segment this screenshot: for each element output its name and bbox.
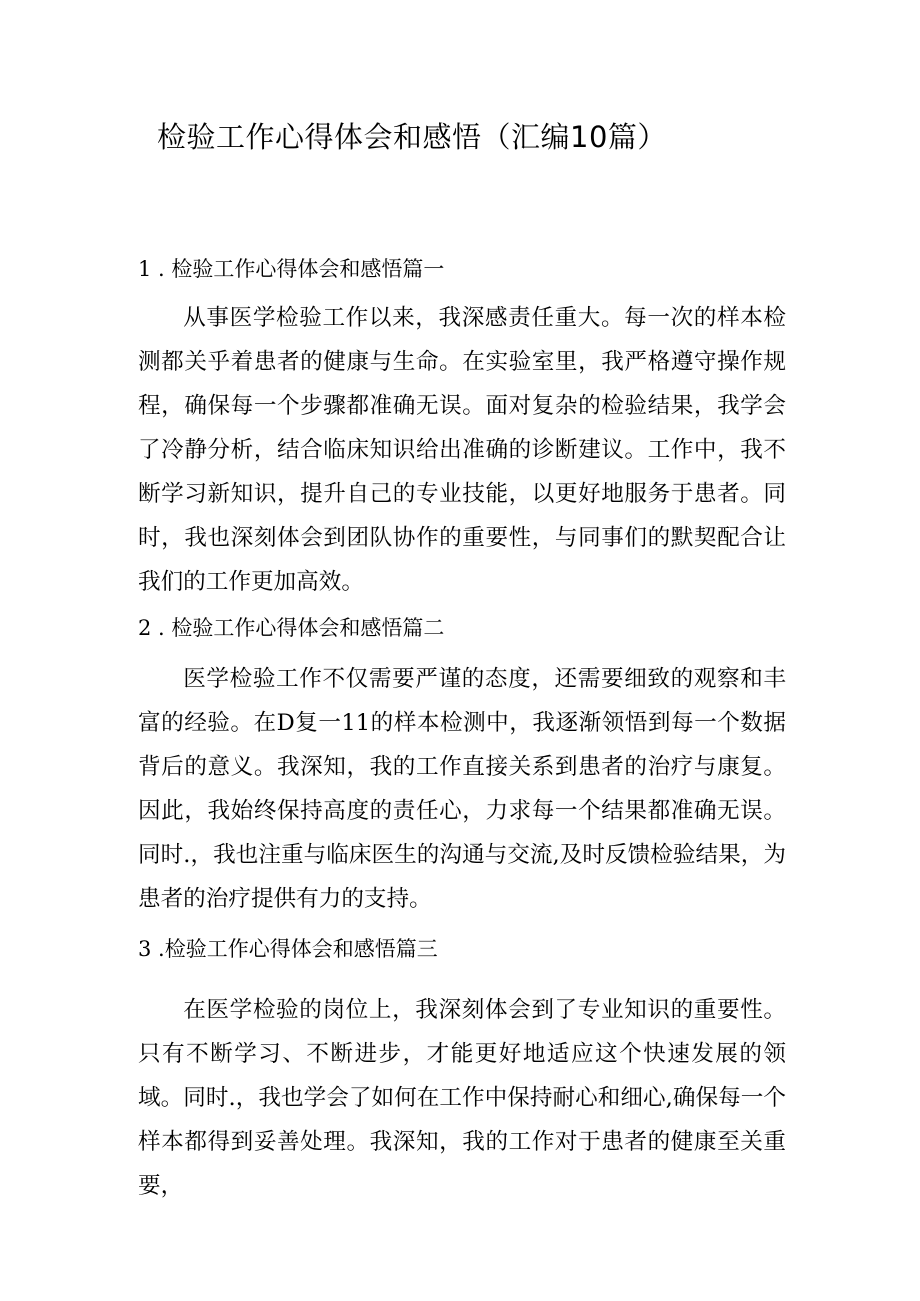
section-heading-2: 2 . 检验工作心得体会和感悟篇二 (138, 616, 445, 640)
section-paragraph-2: 医学检验工作不仅需要严谨的态度，还需要细致的观察和丰富的经验。在D复一11的样本检测中，我逐渐领悟到每一个数据背后的意义。我深知，我的工作直接关系到患者的治疗与康复。因此，我始终保持高度的责任心，力求每一个结果都准确无误。同时.，我也注重与临床医生的沟通与交流,及时反馈检验结果，为患者的治疗提供有力的支持。 (138, 666, 786, 912)
section-heading-3: 3 .检验工作心得体会和感悟篇三 (138, 937, 438, 961)
section-heading-1: 1 . 检验工作心得体会和感悟篇一 (138, 257, 445, 281)
section-paragraph-3: 在医学检验的岗位上，我深刻体会到了专业知识的重要性。只有不断学习、不断进步，才能更好地适应这个快速发展的领域。同时.，我也学会了如何在工作中保持耐心和细心,确保每一个样本都得到妥善处理。我深知，我的工作对于患者的健康至关重要， (138, 997, 786, 1199)
document-body (138, 247, 786, 1208)
document-title: 检验工作心得体会和感悟（汇编10篇） (157, 120, 667, 154)
section-paragraph-1: 从事医学检验工作以来，我深感责任重大。每一次的样本检测都关乎着患者的健康与生命。在实验室里，我严格遵守操作规程，确保每一个步骤都准确无误。面对复杂的检验结果，我学会了冷静分析，结合临床知识给出准确的诊断建议。工作中，我不断学习新知识，提升自己的专业技能，以更好地服务于患者。同时，我也深刻体会到团队协作的重要性，与同事们的默契配合让我们的工作更加高效。 (138, 305, 786, 595)
